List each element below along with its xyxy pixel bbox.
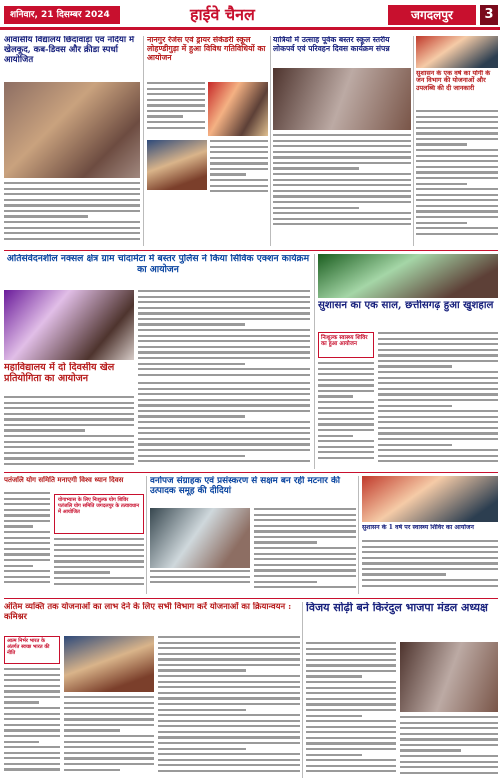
masthead <box>0 0 500 30</box>
headline-good-governance-year: सुशासन के एक वर्ष का योगी के जन विभाग की योजनाओं और उपलब्धि की दी जानकारी <box>416 70 491 92</box>
column-divider <box>270 36 271 246</box>
column-divider <box>143 36 144 246</box>
section-rule <box>4 472 498 473</box>
column-divider <box>413 36 414 246</box>
text-block-16 <box>4 668 60 778</box>
headline-college-sports: महाविद्यालय में दो दिवसीय खेल प्रतियोगिता का आयोजन <box>4 362 115 385</box>
photo-lohandiguda-school <box>208 82 268 136</box>
text-block-5 <box>416 110 498 244</box>
photo-vijay-sodhi <box>400 642 498 712</box>
tag-free-health-camp: निःशुल्क स्वास्थ्य शिविर का हुआ आयोजन <box>318 332 374 358</box>
headline-matnar-forest-produce: वनोपज संग्राहक एवं प्रसंस्करण से सक्षम बन रही मटनार की उत्पादक समूह की दीदियां <box>150 476 340 497</box>
text-block-15 <box>362 540 498 594</box>
text-block-13 <box>254 508 356 592</box>
edition-city: जगदलपुर <box>388 5 476 25</box>
headline-yoga-day: पतंजलि योग समिति मनाएगी विश्व ध्यान दिवस <box>4 476 124 484</box>
text-block-19 <box>306 642 396 778</box>
column-divider <box>358 476 359 594</box>
text-block-12 <box>54 538 144 592</box>
text-block-3 <box>210 140 268 200</box>
text-block-14 <box>150 570 250 592</box>
headline-civic-action: अतिसंवेदनशील नक्सल क्षेत्र ग्राम चांदामेटा में बस्तर पुलिस ने किया सिविक एक्शन कार्यक्रम का आयोजन <box>6 254 310 275</box>
text-block-1 <box>4 182 140 248</box>
text-block-9 <box>378 332 498 468</box>
headline-lohandiguda-school: नानगुर रेंजेस एवं ड्रायर सेकेंडरी स्कूल लोहण्डीगुड़ा में हुआ विविध गतिविधियों का आयोजन <box>147 36 266 62</box>
photo-matnar-women <box>150 508 250 568</box>
text-block-8 <box>138 382 310 468</box>
text-block-7 <box>4 396 134 472</box>
photo-good-governance <box>416 36 498 68</box>
headline-kirandul-bjp: विजय सोढ़ी बने किरंदुल भाजपा मंडल अध्यक्ष <box>306 602 488 614</box>
headline-governance-year-cg: सुशासन का एक साल, छत्तीसगढ़ हुआ खुशहाल <box>318 300 494 311</box>
newspaper-name: हाईवे चैनल <box>190 5 255 24</box>
text-block-17 <box>64 696 154 778</box>
text-block-4 <box>273 134 411 234</box>
column-divider <box>146 476 147 594</box>
text-block-11 <box>4 492 50 592</box>
photo-civic-action <box>4 290 134 360</box>
text-block-18 <box>158 636 300 778</box>
photo-school-activity <box>147 140 207 190</box>
section-rule <box>4 250 498 251</box>
box-yoga-camp: योगाभ्यास के लिए निःशुल्क योग शिविर पतंजलि योग समिति जगदलपुर के तत्वावधान में आयोजित <box>54 494 144 534</box>
text-block-20 <box>400 716 498 778</box>
issue-date: शनिवार, 21 दिसम्बर 2024 <box>4 6 120 24</box>
box-self-reliant-india: आत्म निर्भर भारत के अंतर्गत स्वच्छ भारत की नीति <box>4 636 60 664</box>
text-block-10 <box>318 362 374 468</box>
column-divider <box>302 602 303 778</box>
text-block-2 <box>147 82 205 136</box>
headline-transport-day: यात्रियों में उत्साह पूर्वक बस्तर स्कूल स्तरीय लोकपर्व एवं परिवहन दिवस कार्यक्रम संपन्न <box>273 36 390 53</box>
headline-commissioner-schemes: अंतिम व्यक्ति तक योजनाओं का लाभ देने के लिए सभी विभाग करें योजनाओं का क्रियान्वयन : कमिश्नर <box>4 602 292 621</box>
page-number: 3 <box>480 5 498 25</box>
photo-health-camp-2 <box>362 476 498 522</box>
photo-transport-day <box>273 68 411 130</box>
headline-school-sports: आवासीय विद्यालय छिंदावाड़ा एवं नदिया में खेलकूद, कब-डिवस और क्रीडा स्पर्धा आयोजित <box>4 36 135 65</box>
section-rule <box>4 598 498 599</box>
text-block-6 <box>138 290 310 380</box>
photo-school-sports <box>4 82 140 178</box>
photo-commissioner-meeting <box>64 636 154 692</box>
column-divider <box>314 254 315 469</box>
photo-health-camp <box>318 254 498 298</box>
headline-health-camp: सुशासन के 1 वर्ष पर स्वास्थ्य शिविर का आयोजन <box>362 524 474 531</box>
